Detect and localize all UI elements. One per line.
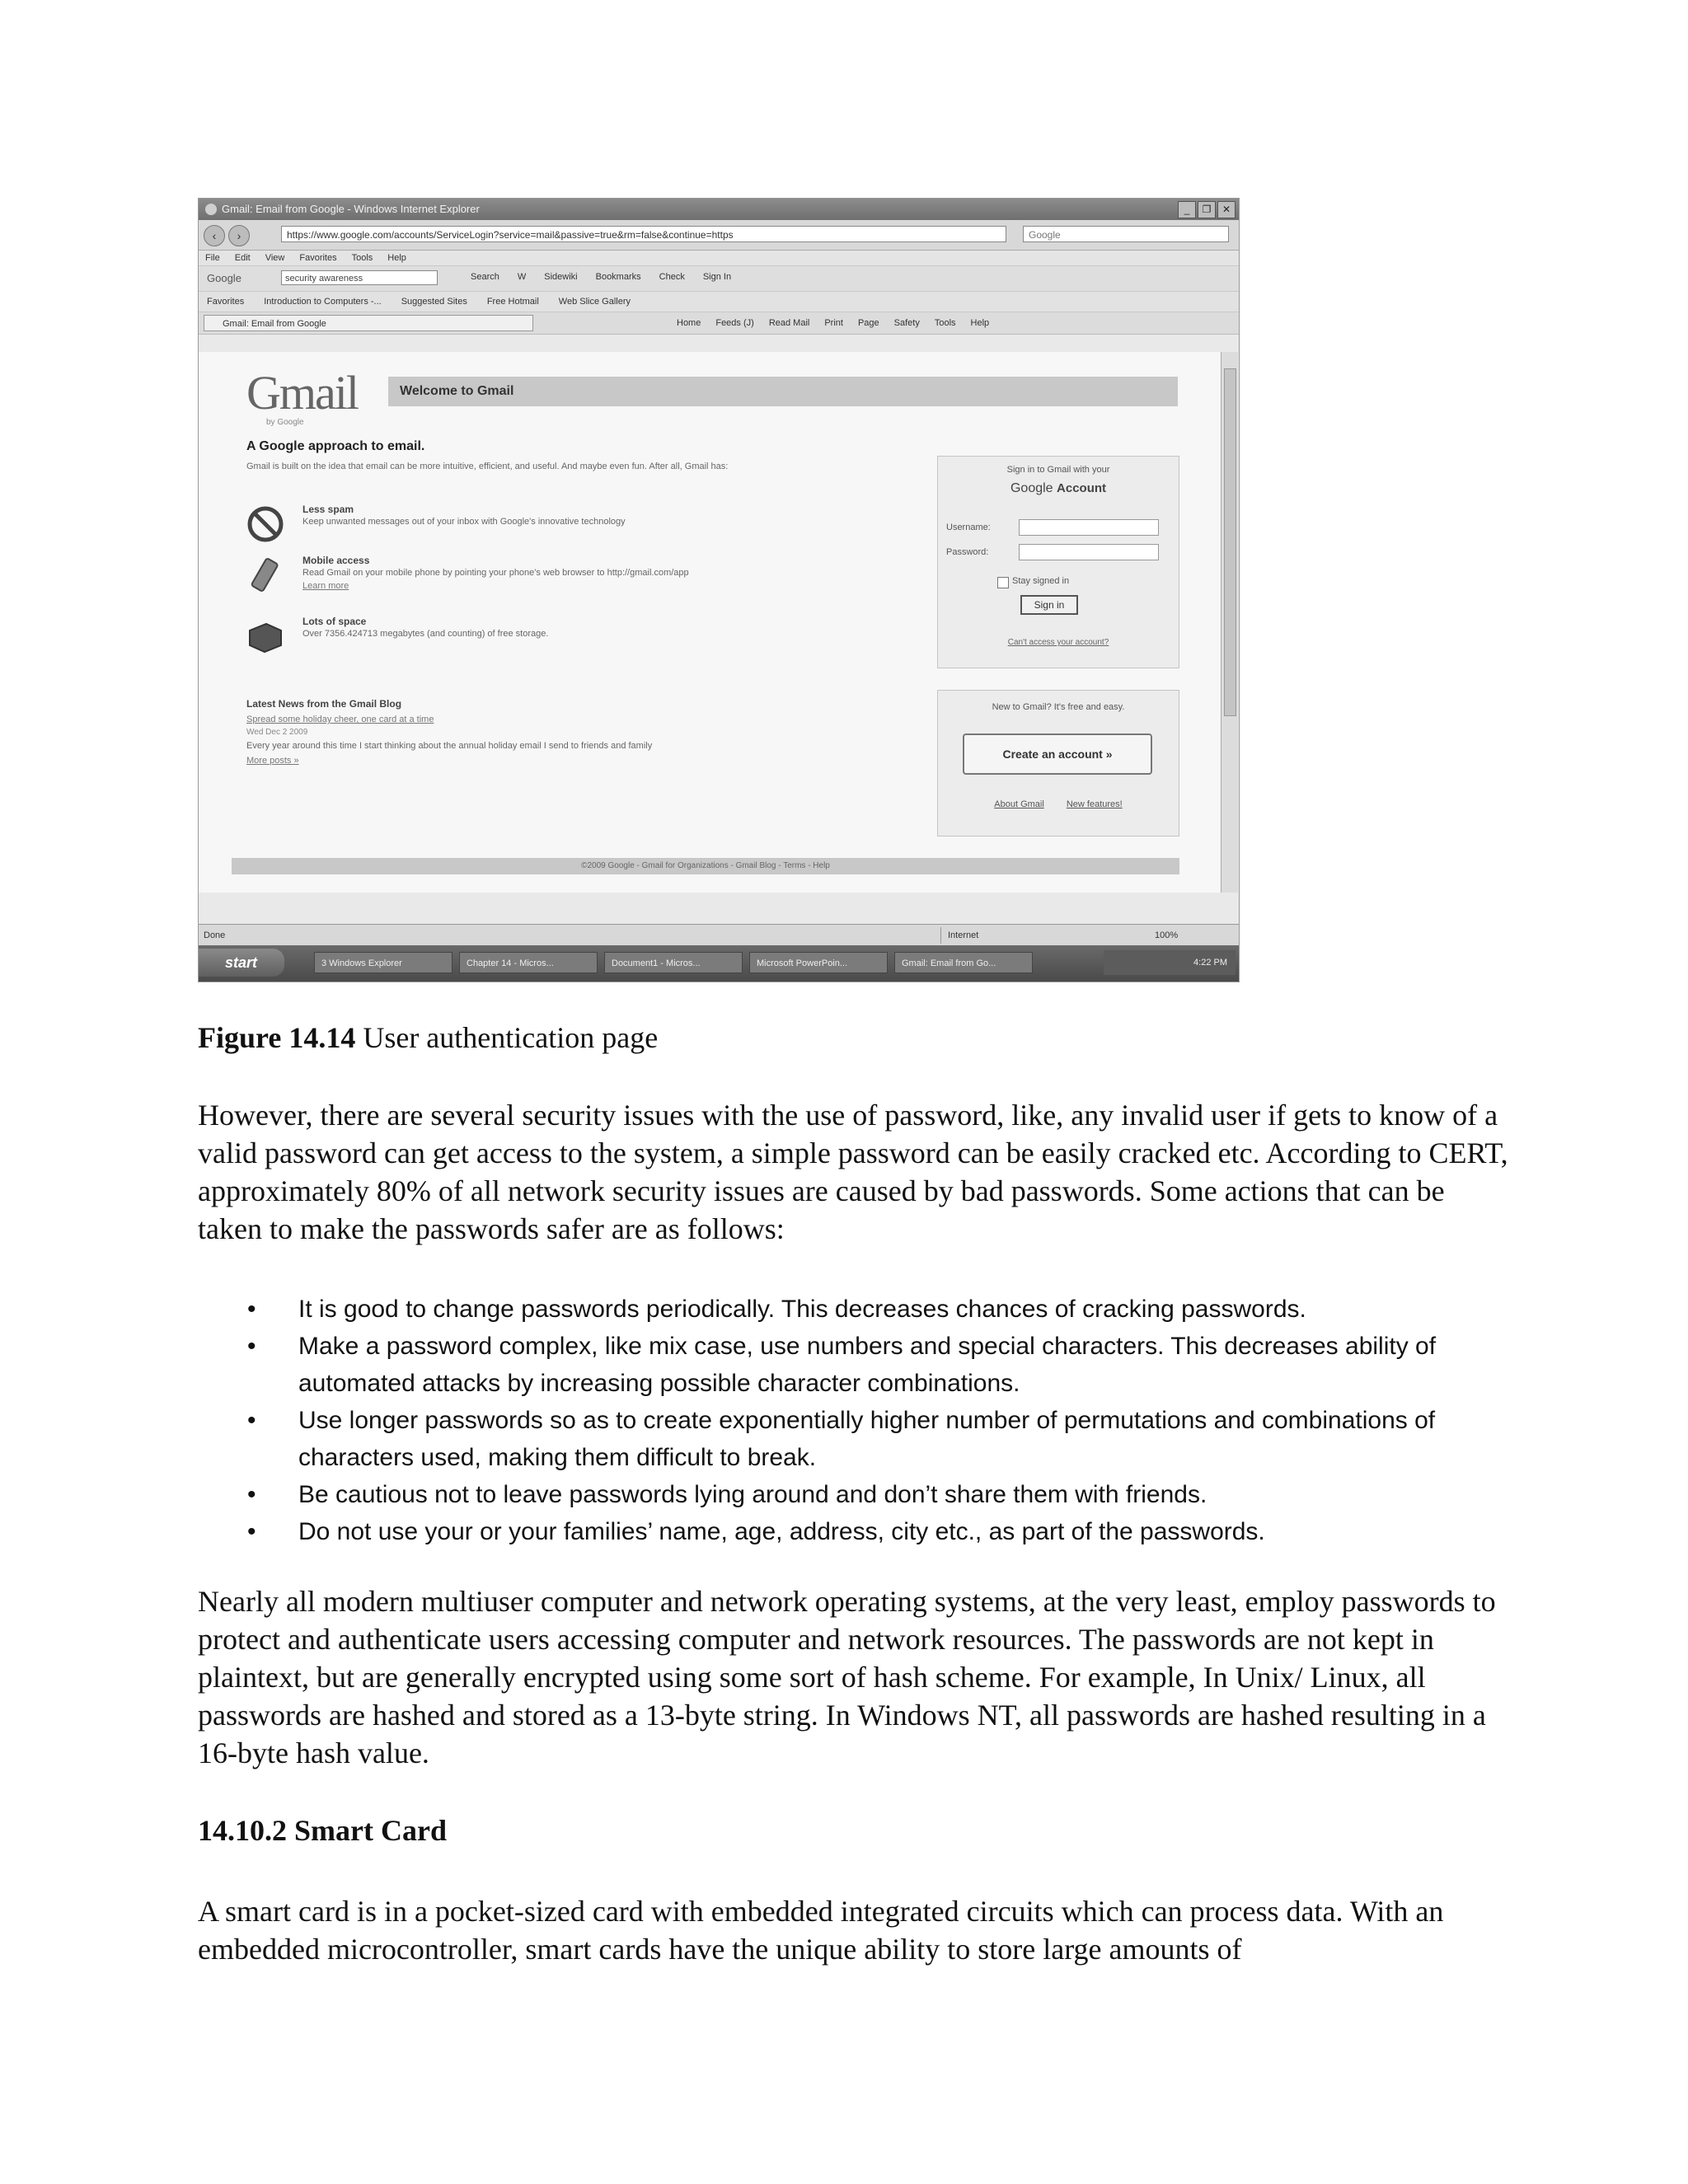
toolbar-bookmarks-button[interactable]: Bookmarks (595, 272, 641, 282)
favorite-item[interactable]: Introduction to Computers -... (264, 297, 382, 307)
stay-signed-in-label: Stay signed in (1012, 576, 1070, 586)
taskbar-item[interactable]: Document1 - Micros... (604, 952, 743, 973)
about-gmail-link[interactable]: About Gmail (994, 799, 1044, 809)
browser-icon (205, 204, 217, 215)
signin-brand (938, 481, 1179, 496)
favorites-button[interactable]: Favorites (207, 297, 245, 307)
help-menu[interactable]: Help (970, 318, 990, 328)
feeds-button[interactable]: Feeds (J) (715, 318, 754, 328)
google-toolbar-items (471, 272, 731, 282)
minimize-button[interactable]: _ (1178, 201, 1196, 218)
list-item: • Do not use your or your families’ name, age, address, city etc., as part of the passwords. (247, 1513, 1500, 1550)
favorite-item[interactable]: Suggested Sites (401, 297, 467, 307)
taskbar-item[interactable]: Microsoft PowerPoin... (749, 952, 888, 973)
new-to-gmail-text: New to Gmail? It's free and easy. (992, 702, 1125, 712)
news-title: Latest News from the Gmail Blog (246, 698, 402, 710)
page-viewport (199, 352, 1221, 893)
page-footer: ©2009 Google - Gmail for Organizations - Gmail Blog - Terms - Help (232, 858, 1179, 874)
menu-favorites[interactable]: Favorites (299, 253, 337, 263)
list-item: • Make a password complex, like mix case, use numbers and special characters. This decreases ability of automated attacks by increasing possible character combinations. (247, 1328, 1500, 1402)
sign-in-button[interactable]: Sign in (1020, 595, 1078, 615)
intro-text: Gmail is built on the idea that email can be more intuitive, efficient, and useful. And maybe even fun. After all, Gmail has: (246, 462, 729, 471)
feature-desc: Read Gmail on your mobile phone by pointing your phone's web browser to http://gmail.com/app (302, 568, 689, 578)
zoom-level[interactable]: 100% (1155, 930, 1179, 940)
google-wordmark: Google (1010, 481, 1053, 495)
toolbar-wiki-button[interactable]: W (517, 272, 527, 282)
news-desc: Every year around this time I start thinking about the annual holiday email I send to friends and family (246, 741, 653, 751)
tab-bar (199, 312, 1239, 335)
list-item: • It is good to change passwords periodically. This decreases chances of cracking passwords. (247, 1291, 1500, 1328)
news-date: Wed Dec 2 2009 (246, 728, 308, 737)
new-account-box (937, 690, 1179, 837)
figure-screenshot (198, 198, 1240, 982)
newbox-links (938, 799, 1179, 809)
forward-icon[interactable]: › (228, 225, 250, 246)
window-buttons (1178, 201, 1236, 218)
news-post-link[interactable]: Spread some holiday cheer, one card at a time (246, 715, 434, 724)
address-bar[interactable]: https://www.google.com/accounts/ServiceLogin?service=mail&passive=true&rm=false&continue=https (281, 226, 1006, 242)
feature-mobile-access (246, 555, 906, 604)
taskbar-item[interactable]: Gmail: Email from Go... (894, 952, 1033, 973)
close-button[interactable]: ✕ (1217, 201, 1236, 218)
username-label: Username: (946, 523, 991, 532)
toolbar-check-button[interactable]: Check (659, 272, 685, 282)
window-titlebar (199, 199, 1239, 220)
signin-box (937, 456, 1179, 668)
taskbar-items (314, 952, 1033, 973)
no-spam-icon (246, 505, 284, 543)
menu-tools[interactable]: Tools (351, 253, 373, 263)
google-toolbar-search[interactable]: security awareness (281, 270, 438, 285)
favorite-item[interactable]: Free Hotmail (486, 297, 539, 307)
account-word: Account (1057, 481, 1107, 495)
tagline: A Google approach to email. (246, 439, 425, 453)
feature-title: Less spam (302, 504, 354, 515)
menu-view[interactable]: View (265, 253, 285, 263)
list-item: • Use longer passwords so as to create exponentially higher number of permutations and combinations of characters used, making them difficult to break. (247, 1402, 1500, 1476)
favorites-bar (199, 292, 1239, 312)
password-input[interactable] (1019, 544, 1159, 560)
menu-help[interactable]: Help (387, 253, 406, 263)
vertical-scrollbar[interactable] (1221, 352, 1238, 893)
signin-intro: Sign in to Gmail with your (1006, 465, 1110, 475)
taskbar-item[interactable]: Chapter 14 - Micros... (459, 952, 598, 973)
scrollbar-thumb[interactable] (1224, 368, 1236, 716)
back-icon[interactable]: ‹ (204, 225, 225, 246)
feature-title: Mobile access (302, 555, 370, 566)
feature-title: Lots of space (302, 616, 367, 627)
google-toolbar-logo: Google (207, 272, 241, 284)
print-button[interactable]: Print (824, 318, 843, 328)
windows-taskbar (199, 945, 1239, 982)
safety-menu[interactable]: Safety (893, 318, 920, 328)
maximize-button[interactable]: ❐ (1198, 201, 1216, 218)
menu-file[interactable]: File (205, 253, 220, 263)
command-bar (677, 312, 989, 334)
create-account-button[interactable]: Create an account » (963, 733, 1152, 775)
browser-search-input[interactable]: Google (1023, 226, 1229, 242)
menu-edit[interactable]: Edit (234, 253, 251, 263)
start-button[interactable]: start (199, 949, 284, 977)
gmail-logo: Gmail (246, 366, 358, 419)
home-button[interactable]: Home (677, 318, 701, 328)
system-tray-clock: 4:22 PM (1104, 950, 1236, 975)
favorite-item[interactable]: Web Slice Gallery (558, 297, 631, 307)
cant-access-link[interactable]: Can't access your account? (1007, 638, 1109, 647)
stay-signed-in-checkbox[interactable] (997, 577, 1009, 588)
tools-menu[interactable]: Tools (934, 318, 956, 328)
address-row (199, 220, 1239, 251)
google-toolbar (199, 265, 1239, 292)
feature-desc: Over 7356.424713 megabytes (and counting) of free storage. (302, 629, 549, 639)
read-mail-button[interactable]: Read Mail (768, 318, 810, 328)
paragraph-password-issues: However, there are several security issues with the use of password, like, any invalid user if gets to know of a valid password can get access to the system, a simple password can be easily cracked etc. According to CERT, approximately 80% of all network security issues are caused by bad passwords. Some actions that can be taken to make the passwords safer are as follows: (198, 1099, 1508, 1245)
password-tips-list (247, 1291, 1500, 1550)
window-title: Gmail: Email from Google - Windows Internet Explorer (222, 203, 480, 215)
password-label: Password: (946, 547, 989, 557)
storage-box-icon (246, 617, 284, 655)
browser-tab[interactable]: Gmail: Email from Google (204, 315, 533, 331)
toolbar-search-button[interactable]: Search (471, 272, 499, 282)
username-input[interactable] (1019, 519, 1159, 536)
toolbar-signin-button[interactable]: Sign In (702, 272, 732, 282)
status-text: Done (204, 930, 226, 940)
new-features-link[interactable]: New features! (1066, 799, 1123, 809)
welcome-heading: Welcome to Gmail (388, 377, 1178, 406)
figure-caption (198, 1020, 658, 1055)
more-posts-link[interactable]: More posts » (246, 756, 299, 766)
paragraph-smart-card: A smart card is in a pocket-sized card with embedded integrated circuits which can process data. With an embedded microcontroller, smart cards have the unique ability to store large amounts of (198, 1895, 1444, 1966)
learn-more-link[interactable]: Learn more (302, 581, 349, 591)
feature-lots-of-space (246, 616, 906, 665)
list-item: • Be cautious not to leave passwords lying around and don’t share them with friends. (247, 1476, 1500, 1513)
feature-desc: Keep unwanted messages out of your inbox with Google's innovative technology (302, 517, 626, 527)
status-bar (199, 924, 1239, 946)
taskbar-item[interactable]: 3 Windows Explorer (314, 952, 452, 973)
by-google: by Google (266, 418, 304, 427)
figure-label: Figure 14.14 (198, 1021, 356, 1054)
feature-less-spam (246, 504, 906, 553)
menu-bar (199, 251, 1239, 265)
security-zone: Internet (940, 927, 1063, 944)
figure-caption-text: User authentication page (355, 1021, 659, 1054)
page-menu[interactable]: Page (857, 318, 879, 328)
toolbar-sidewiki-button[interactable]: Sidewiki (544, 272, 578, 282)
paragraph-password-hashing: Nearly all modern multiuser computer and network operating systems, at the very least, employ passwords to protect and authenticate users accessing computer and network resources. The passwords are not kept in plaintext, but are generally encrypted using some sort of hash scheme. For example, In Unix/ Linux, all passwords are hashed and stored as a 13-byte string. In Windows NT, all passwords are hashed resulting in a 16-byte hash value. (198, 1585, 1496, 1769)
section-heading: 14.10.2 Smart Card (198, 1814, 447, 1847)
mobile-phone-icon (246, 556, 284, 594)
